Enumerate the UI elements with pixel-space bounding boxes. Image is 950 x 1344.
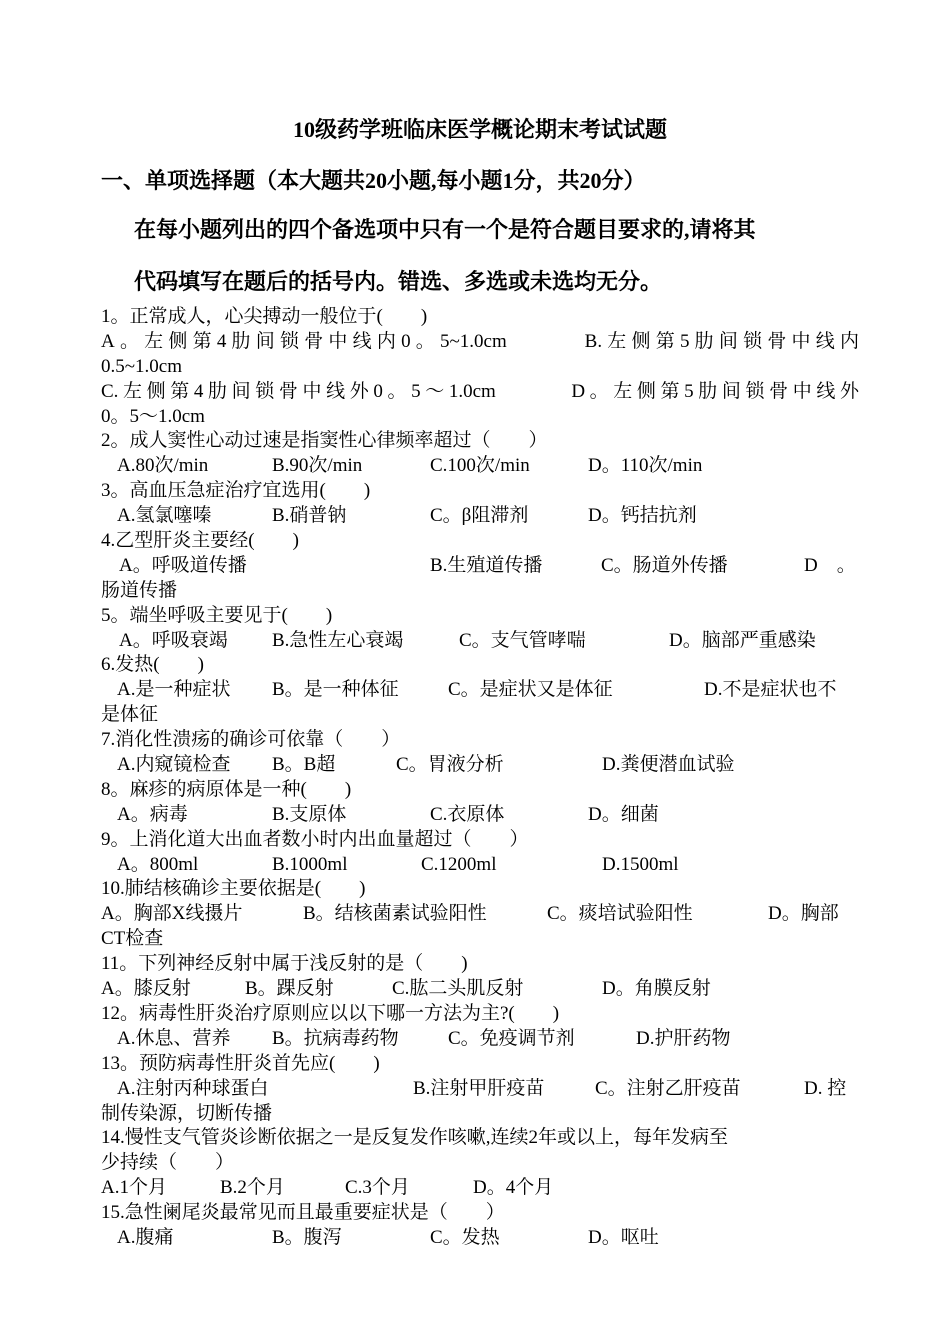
option-a: A.休息、营养: [117, 1027, 231, 1049]
option-a: A.氢氯噻嗪: [117, 505, 212, 527]
question-continuation: 制传染源，切断传播: [101, 1102, 273, 1124]
question-stem: 3。高血压急症治疗宜选用( ): [101, 480, 371, 502]
option-b: B。抗病毒药物: [272, 1027, 399, 1049]
option-row: [101, 1176, 859, 1201]
option-b: B.90次/min: [272, 455, 363, 477]
question-list: [101, 305, 859, 1251]
option-row: [101, 977, 859, 1002]
option-d: D。呕吐: [588, 1226, 659, 1248]
question-stem: 13。预防病毒性肝炎首先应( ): [101, 1052, 380, 1074]
option-a: A。呼吸衰竭: [119, 629, 228, 651]
option-b: B.支原体: [272, 803, 347, 825]
option-d: D.粪便潜血试验: [602, 754, 735, 776]
option-row: [101, 454, 859, 479]
option-d: D。4个月: [473, 1177, 554, 1199]
question-line: 0.5~1.0cm: [101, 355, 182, 377]
exam-title: 10级药学班临床医学概论期末考试试题: [292, 117, 667, 142]
option-a: A。膝反射: [101, 978, 191, 1000]
option-row: [101, 1077, 859, 1102]
option-c: C。注射乙肝疫苗: [595, 1077, 741, 1099]
option-row: [101, 1226, 859, 1251]
option-a: A.80次/min: [117, 455, 209, 477]
option-c: C.衣原体: [430, 803, 505, 825]
option-a: A。800ml: [117, 853, 199, 875]
option-a: A.是一种症状: [117, 679, 231, 701]
option-row: [101, 902, 859, 927]
option-c: C。肠道外传播: [601, 554, 728, 576]
option-d: D。钙拮抗剂: [588, 505, 697, 527]
question-line: 0。5～1.0cm: [101, 405, 205, 427]
option-d: D.不是症状也不: [704, 679, 837, 701]
option-d: D。110次/min: [588, 455, 703, 477]
option-b: B。踝反射: [245, 978, 334, 1000]
option-row: [101, 753, 859, 778]
question-stem: 11。下列神经反射中属于浅反射的是（ ): [101, 953, 468, 975]
option-a: A。胸部X线摄片: [101, 903, 243, 925]
option-b: B。是一种体征: [272, 679, 399, 701]
option-c: C。痰培试验阳性: [547, 903, 693, 925]
option-b: B.急性左心衰竭: [272, 629, 404, 651]
question-stem: 15.急性阑尾炎最常见而且最重要症状是（ ）: [101, 1202, 505, 1224]
option-c: C.100次/min: [430, 455, 530, 477]
option-c: C。β阻滞剂: [430, 505, 529, 527]
question-line: A。左侧第4肋间锁骨中线内0。5~1.0cm B.左侧第5肋间锁骨中线内: [101, 330, 859, 352]
option-d: D。角膜反射: [602, 978, 711, 1000]
option-c: C。是症状又是体征: [448, 679, 613, 701]
option-c: C。支气管哮喘: [459, 629, 586, 651]
option-d: D. 控: [804, 1077, 847, 1099]
option-a: A.内窥镜检查: [117, 754, 231, 776]
question-stem: 4.乙型肝炎主要经( ): [101, 530, 299, 552]
option-row: [101, 678, 859, 703]
option-b: B.注射甲肝疫苗: [413, 1077, 545, 1099]
option-d: D.护肝药物: [636, 1027, 731, 1049]
option-row: [101, 629, 859, 654]
option-row: [101, 853, 859, 878]
option-a: A。病毒: [117, 803, 188, 825]
question-stem: 6.发热( ): [101, 654, 204, 676]
option-c: C。发热: [430, 1226, 500, 1248]
option-b: B.硝普钠: [272, 505, 347, 527]
question-stem: 9。上消化道大出血者数小时内出血量超过（ ）: [101, 828, 529, 850]
question-stem: 8。麻疹的病原体是一种( ): [101, 778, 352, 800]
option-d: D。胸部: [768, 903, 839, 925]
question-continuation: CT检查: [101, 928, 164, 950]
question-stem: 10.肺结核确诊主要依据是( ): [101, 878, 366, 900]
question-stem: 5。端坐呼吸主要见于( ): [101, 604, 333, 626]
question-stem: 7.消化性溃疡的确诊可依靠（ ）: [101, 729, 401, 751]
section-heading: 一、单项选择题（本大题共20小题,每小题1分，共20分）: [101, 168, 646, 193]
question-line: C.左侧第4肋间锁骨中线外0。5～1.0cm D。左侧第5肋间锁骨中线外: [101, 380, 859, 402]
instructions-line-2: 代码填写在题后的括号内。错选、多选或未选均无分。: [134, 269, 663, 294]
option-a: A。呼吸道传播: [119, 554, 247, 576]
option-a: A.1个月: [101, 1177, 167, 1199]
option-c: C.3个月: [345, 1177, 410, 1199]
question-stem: 1。正常成人，心尖搏动一般位于( ): [101, 306, 428, 327]
option-row: [101, 554, 859, 579]
option-c: C.肱二头肌反射: [392, 978, 524, 1000]
option-c: C.1200ml: [421, 853, 497, 875]
question-stem: 14.慢性支气管炎诊断依据之一是反复发作咳嗽,连续2年或以上，每年发病至: [101, 1127, 729, 1149]
option-d: D。脑部严重感染: [669, 629, 816, 651]
option-d: D。细菌: [588, 803, 659, 825]
option-a: A.注射丙种球蛋白: [117, 1077, 269, 1099]
option-b: B.2个月: [220, 1177, 285, 1199]
question-continuation: 肠道传播: [101, 579, 178, 601]
instructions-line-1: 在每小题列出的四个备选项中只有一个是符合题目要求的,请将其: [134, 217, 756, 242]
option-d: D 。: [804, 554, 856, 576]
question-continuation: 是体征: [101, 704, 159, 726]
option-b: B.生殖道传播: [430, 554, 543, 576]
option-d: D.1500ml: [602, 853, 679, 875]
option-a: A.腹痛: [117, 1226, 174, 1248]
option-c: C。免疫调节剂: [448, 1027, 575, 1049]
option-b: B。腹泻: [272, 1226, 342, 1248]
option-b: B。结核菌素试验阳性: [303, 903, 487, 925]
question-stem-continuation: 少持续（ ）: [101, 1152, 235, 1174]
question-stem: 2。成人窦性心动过速是指窦性心律频率超过（ ）: [101, 430, 548, 452]
option-row: [101, 803, 859, 828]
option-row: [101, 504, 859, 529]
option-row: [101, 1027, 859, 1052]
option-b: B。B超: [272, 754, 336, 776]
option-c: C。胃液分析: [396, 754, 504, 776]
option-b: B.1000ml: [272, 853, 348, 875]
question-stem: 12。病毒性肝炎治疗原则应以以下哪一方法为主?( ): [101, 1002, 560, 1024]
